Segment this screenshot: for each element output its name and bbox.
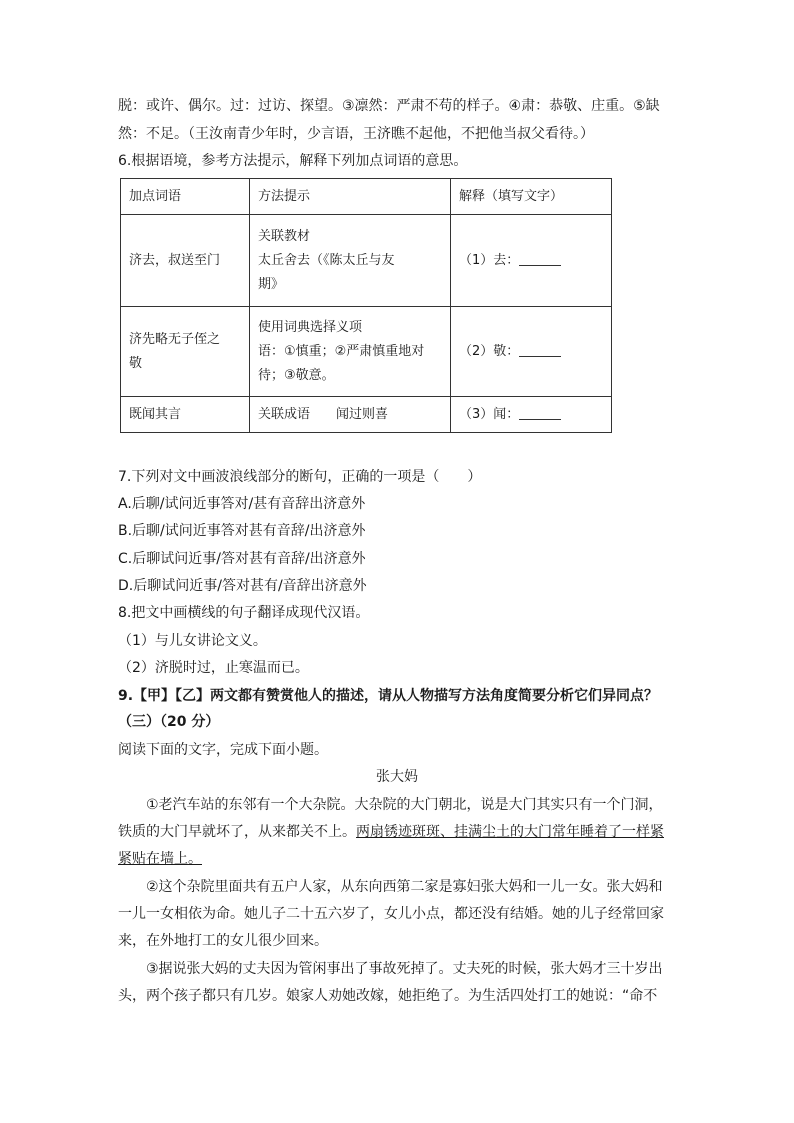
para1-line-2	[118, 822, 664, 842]
row1-hint	[250, 215, 451, 307]
question-6-table	[120, 178, 612, 433]
para3-line-1: ③据说张大妈的丈夫因为管闲事出了事故死掉了。丈夫死的时候，张大妈才三十岁出	[146, 961, 663, 977]
para1-line-1: ①老汽车站的东邻有一个大杂院。大杂院的大门朝北，说是大门其实只有一个门洞，	[146, 797, 663, 813]
answer-blank[interactable]	[519, 342, 561, 357]
section-3-instruction: 阅读下面的文字，完成下面小题。	[118, 742, 328, 758]
question-8-item-1: （1）与儿女讲论文义。	[118, 633, 267, 649]
row1-answer-cell	[451, 215, 612, 307]
question-9-prompt: 9.【甲】【乙】两文都有赞赏他人的描述，请从人物描写方法角度简要分析它们异同点？	[118, 688, 659, 704]
question-8-prompt: 8.把文中画横线的句子翻译成现代汉语。	[118, 605, 370, 621]
row2-hint	[250, 307, 451, 397]
row2-hint-line: 使用词典选择义项	[258, 319, 363, 335]
option-c[interactable]: C.后聊试问近事/答对甚有音辞/出济意外	[118, 551, 366, 567]
answer-blank[interactable]	[519, 405, 561, 420]
option-b[interactable]: B.后聊/试问近事答对甚有音辞/出济意外	[118, 523, 366, 539]
table-row	[121, 397, 612, 433]
table-header-row	[121, 179, 612, 215]
para3-line-2: 头，两个孩子都只有几岁。娘家人劝她改嫁，她拒绝了。为生活四处打工的她说：“命不	[118, 988, 658, 1004]
option-a[interactable]: A.后聊/试问近事答对/甚有音辞出济意外	[118, 496, 366, 512]
para1-text: 铁质的大门早就坏了，从来都关不上。	[118, 824, 356, 840]
row1-hint-line: 太丘舍去（《陈太丘与友	[258, 252, 395, 268]
row1-answer-label: （1）去：	[459, 252, 520, 268]
row1-hint-line: 期》	[258, 276, 285, 292]
question-7-prompt: 7.下列对文中画波浪线部分的断句，正确的一项是（ ）	[118, 469, 482, 485]
para2-line-2: 一儿一女相依为命。她儿子二十五六岁了，女儿小点，都还没有结婚。她的儿子经常回家	[118, 906, 664, 922]
section-3-heading: （三）（20 分）	[118, 714, 220, 730]
para1-line-3: 紧贴在墙上。	[118, 851, 202, 867]
notes-line-2: 然：不足。（王汝南青少年时，少言语，王济瞧不起他，不把他当叔父看待。）	[118, 126, 594, 142]
table-row	[121, 215, 612, 307]
row3-word: 既闻其言	[121, 397, 250, 433]
row2-word-line: 济先略无子侄之	[129, 331, 221, 347]
option-d[interactable]: D.后聊试问近事/答对甚有/音辞出济意外	[118, 578, 367, 594]
row2-answer-cell	[451, 307, 612, 397]
header-answer: 解释（填写文字）	[451, 179, 612, 215]
underlined-sentence: 两扇锈迹斑斑、挂满尘土的大门常年睡着了一样紧	[356, 824, 664, 840]
question-8-item-2: （2）济脱时过，止寒温而已。	[118, 660, 309, 676]
question-6-prompt: 6.根据语境，参考方法提示，解释下列加点词语的意思。	[118, 153, 468, 169]
header-hint: 方法提示	[250, 179, 451, 215]
row2-word	[121, 307, 250, 397]
para2-line-3: 来，在外地打工的女儿很少回来。	[118, 933, 328, 949]
notes-line-1: 脱：或许、偶尔。过：过访、探望。③凛然：严肃不苟的样子。④肃：恭敬、庄重。⑤缺	[118, 98, 660, 114]
row3-answer-label: （3）闻：	[459, 406, 520, 422]
row3-hint: 关联成语 闻过则喜	[250, 397, 451, 433]
row1-word: 济去，叔送至门	[121, 215, 250, 307]
article-title: 张大妈	[376, 769, 418, 785]
answer-blank[interactable]	[519, 251, 561, 266]
row2-word-line: 敬	[129, 355, 143, 371]
row2-hint-line: 待；③敬意。	[258, 367, 335, 383]
row2-answer-label: （2）敬：	[459, 343, 520, 359]
table-row	[121, 307, 612, 397]
para2-line-1: ②这个杂院里面共有五户人家，从东向西第二家是寡妇张大妈和一儿一女。张大妈和	[146, 879, 663, 895]
row2-hint-line: 语：①慎重；②严肃慎重地对	[258, 343, 425, 359]
row3-answer-cell	[451, 397, 612, 433]
row1-hint-line: 关联教材	[258, 228, 311, 244]
header-word: 加点词语	[121, 179, 250, 215]
